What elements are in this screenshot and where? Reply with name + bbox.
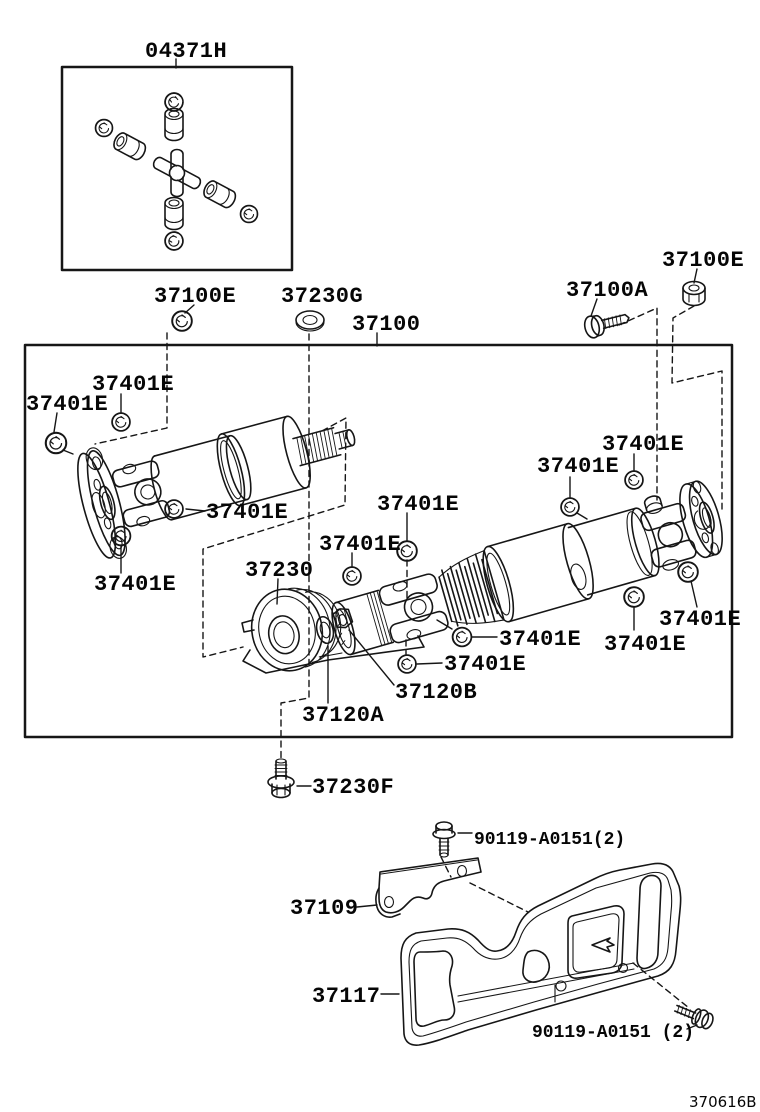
label-37401e-c: 37401E: [206, 500, 289, 525]
kit-bearing-cup-top: [165, 109, 183, 141]
label-37230g: 37230G: [281, 284, 364, 309]
label-37401e-g: 37401E: [499, 627, 582, 652]
heat-shield-37117: [401, 863, 681, 1045]
label-37100e-2: 37100E: [662, 248, 745, 273]
bolt-90119-top-icon: [433, 822, 455, 857]
label-37230f: 37230F: [312, 775, 395, 800]
label-37401e-l: 37401E: [604, 632, 687, 657]
bracket-37109: [376, 858, 481, 917]
snap-ring-icon: [624, 587, 644, 607]
label-37401e-i: 37401E: [537, 454, 620, 479]
kit-snap-ring-icon: [163, 91, 185, 113]
label-37401e-a: 37401E: [92, 372, 175, 397]
kit-bearing-cup-right: [201, 179, 238, 210]
label-37120a: 37120A: [302, 703, 385, 728]
snap-ring-icon: [398, 655, 416, 673]
front-flange: [69, 445, 133, 564]
snap-ring-icon: [678, 562, 698, 582]
snap-ring-icon: [112, 413, 130, 431]
label-37401e-e: 37401E: [319, 532, 402, 557]
rear-slide-yoke: [327, 590, 393, 657]
label-37401e-d: 37401E: [94, 572, 177, 597]
snap-ring-icon: [165, 500, 183, 518]
label-37117: 37117: [312, 984, 381, 1009]
label-37401e-j: 37401E: [602, 432, 685, 457]
washer-37230g-icon: [296, 311, 324, 331]
kit-bearing-cup-left: [111, 131, 148, 162]
ujoint-kit-box: [62, 67, 292, 270]
front-ujoint: [111, 457, 172, 530]
snap-ring-icon: [112, 527, 131, 546]
kit-bearing-cup-bottom: [165, 198, 183, 230]
rear-flange: [673, 478, 729, 561]
snap-ring-icon: [343, 567, 361, 585]
label-37100: 37100: [352, 312, 421, 337]
nut-37100e-icon: [683, 282, 705, 306]
kit-snap-ring-icon: [95, 119, 112, 136]
washer-37100e-icon: [172, 311, 192, 331]
label-37401e-h: 37401E: [444, 652, 527, 677]
label-37401e-k: 37401E: [659, 607, 742, 632]
kit-snap-ring-icon: [164, 231, 185, 252]
kit-ujoint-spider: [152, 150, 203, 197]
label-37109: 37109: [290, 896, 359, 921]
label-90119-bottom: 90119-A0151 (2): [532, 1023, 695, 1043]
label-90119-top: 90119-A0151(2): [474, 830, 626, 850]
kit-snap-ring-icon: [240, 205, 257, 222]
label-37230: 37230: [245, 558, 314, 583]
snap-ring-icon: [561, 498, 579, 516]
label-37401e-f: 37401E: [377, 492, 460, 517]
label-04371h: 04371H: [145, 39, 228, 64]
label-37100a: 37100A: [566, 278, 649, 303]
rear-ujoint: [378, 572, 450, 645]
rear-boot: [435, 551, 503, 634]
figure-code: 370616B: [689, 1093, 757, 1111]
label-37401e-b: 37401E: [26, 392, 109, 417]
snap-ring-icon: [453, 628, 472, 647]
label-37100e-1: 37100E: [154, 284, 237, 309]
label-37120b: 37120B: [395, 680, 478, 705]
bolt-37230f-icon: [268, 759, 294, 798]
snap-ring-icon: [625, 471, 643, 489]
